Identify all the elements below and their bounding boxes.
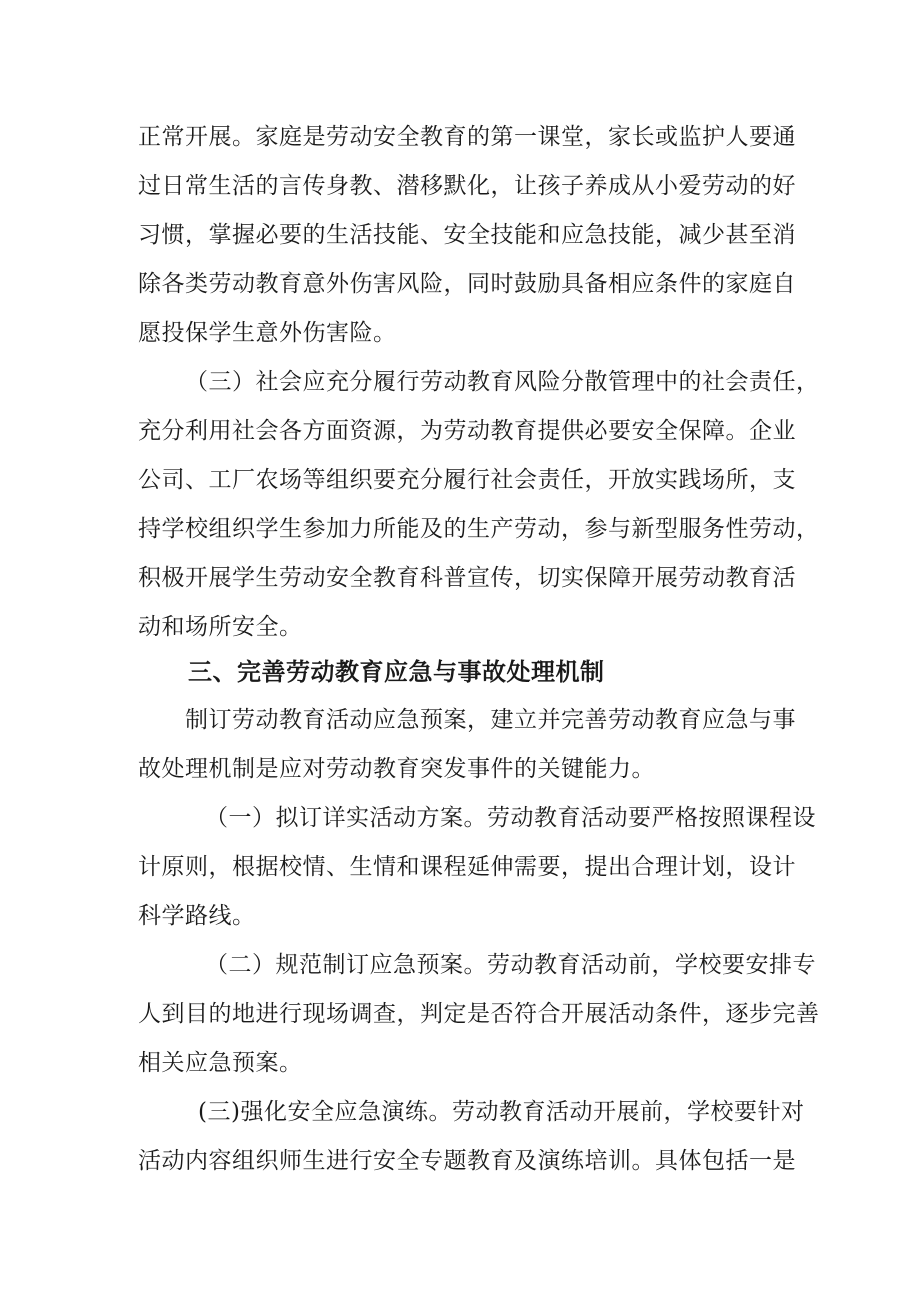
paragraph-line: （一）拟订详实活动方案。劳动教育活动要严格按照课程设 <box>205 805 816 831</box>
paragraph-line: 习惯，掌握必要的生活技能、安全技能和应急技能，减少甚至消 <box>138 222 796 248</box>
paragraph-line: 持学校组织学生参加力所能及的生产劳动，参与新型服务性劳动， <box>138 516 820 542</box>
paragraph-line: 正常开展。家庭是劳动安全教育的第一课堂，家长或监护人要通 <box>138 124 796 150</box>
paragraph-line: 人到目的地进行现场调查，判定是否符合开展活动条件，逐步完善 <box>138 1001 820 1027</box>
paragraph-line: 制订劳动教育活动应急预案，建立并完善劳动教育应急与事 <box>185 707 796 733</box>
paragraph-line: 科学路线。 <box>138 903 256 929</box>
paragraph-line: 计原则，根据校情、生情和课程延伸需要，提出合理计划，设计 <box>138 854 796 880</box>
paragraph-line: （二）规范制订应急预案。劳动教育活动前，学校要安排专 <box>205 952 816 978</box>
paragraph-line: 充分利用社会各方面资源，为劳动教育提供必要安全保障。企业 <box>138 418 796 444</box>
paragraph-line: 动和场所安全。 <box>138 614 303 640</box>
paragraph-line: 活动内容组织师生进行安全专题教育及演练培训。具体包括一是 <box>138 1148 796 1174</box>
paragraph-line: 相关应急预案。 <box>138 1050 303 1076</box>
paragraph-line: 过日常生活的言传身教、潜移默化，让孩子养成从小爱劳动的好 <box>138 173 796 199</box>
paragraph-line: 公司、工厂农场等组织要充分履行社会责任，开放实践场所，支 <box>138 467 796 493</box>
paragraph-line: （三）社会应充分履行劳动教育风险分散管理中的社会责任， <box>185 369 820 395</box>
paragraph-line: 积极开展学生劳动安全教育科普宣传，切实保障开展劳动教育活 <box>138 565 796 591</box>
paragraph-line: (三)强化安全应急演练。劳动教育活动开展前，学校要针对 <box>198 1099 805 1125</box>
section-heading: 三、完善劳动教育应急与事故处理机制 <box>188 658 605 686</box>
paragraph-line: 愿投保学生意外伤害险。 <box>138 320 397 346</box>
paragraph-line: 故处理机制是应对劳动教育突发事件的关键能力。 <box>138 756 655 782</box>
paragraph-line: 除各类劳动教育意外伤害风险，同时鼓励具备相应条件的家庭自 <box>138 271 796 297</box>
